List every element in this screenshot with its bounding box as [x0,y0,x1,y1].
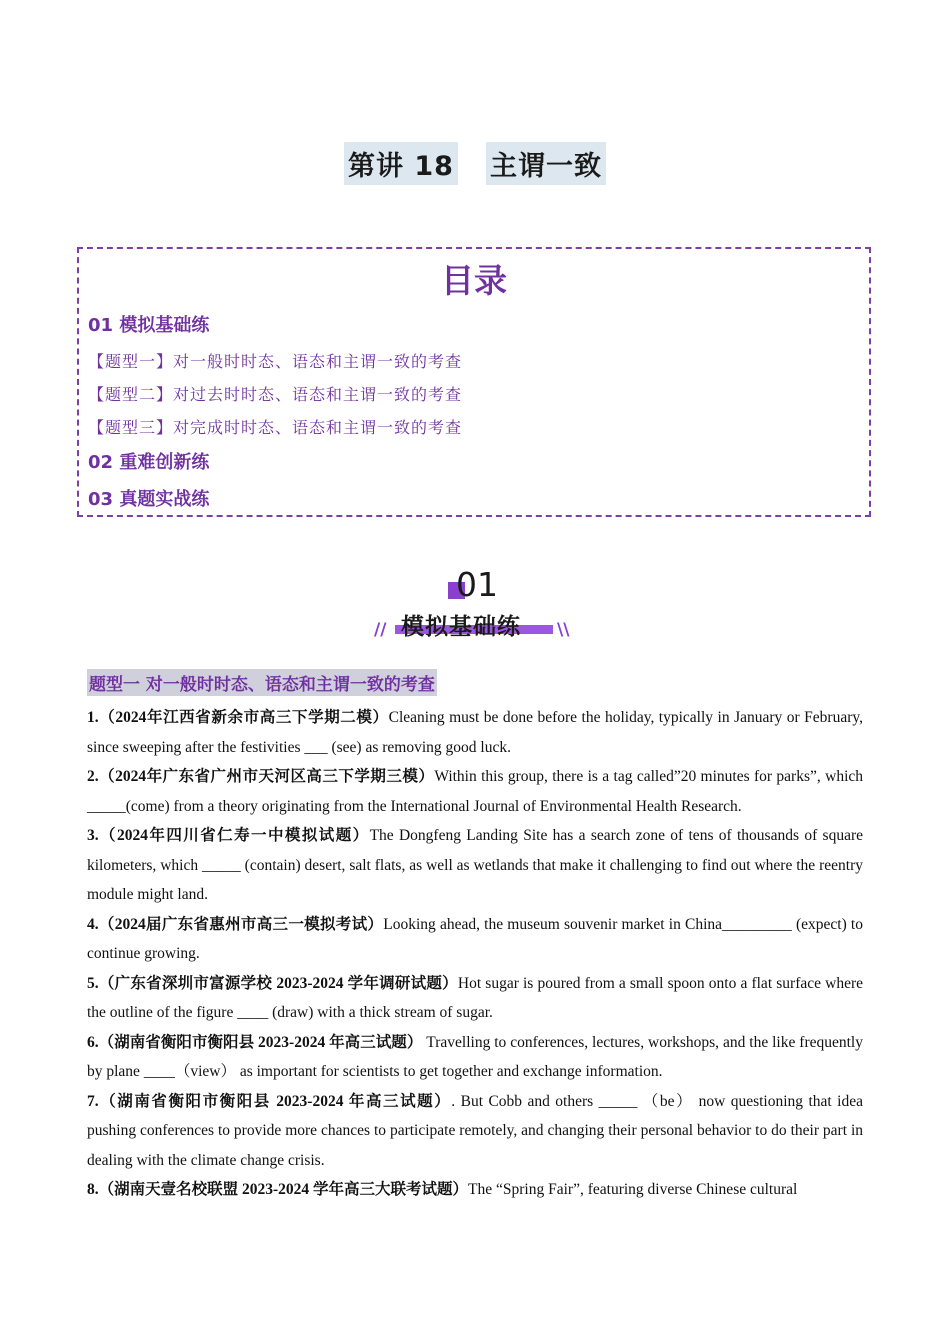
question-source: 8.（湖南天壹名校联盟 2023-2024 学年高三大联考试题） [87,1181,469,1198]
title-part-2: 主谓一致 [486,142,606,185]
question-text: Cleaning must be done before the holiday, typically in January or February, since sweeping after the festivities ___ (see) as removing good luck. [87,709,863,756]
question-5 [87,969,863,1028]
question-1 [87,703,863,762]
badge-number: 01 [456,565,498,604]
question-text: Looking ahead, the museum souvenir market in China_________ (expect) to continue growing. [87,915,863,962]
section-badge [370,565,580,645]
question-source: 5.（广东省深圳市富源学校 2023-2024 学年调研试题） [87,974,458,992]
question-7 [87,1087,863,1176]
toc-subitem-1[interactable]: 【题型一】对一般时时态、语态和主谓一致的考查 [88,352,463,371]
question-list [87,703,863,1205]
question-source: 1.（2024年江西省新余市高三下学期二模） [87,709,389,726]
table-of-contents [77,247,871,517]
question-2 [87,762,863,821]
toc-section-02[interactable]: 02 重难创新练 [88,452,210,473]
question-type-heading: 题型一 对一般时时态、语态和主谓一致的考查 [87,669,437,696]
badge-right-slashes: \\ [557,620,570,640]
toc-section-03[interactable]: 03 真题实战练 [88,489,210,510]
question-text: Travelling to conferences, lectures, workshops, and the like frequently by plane ____（view） as important for scientists to get together and exchange information. [87,1033,863,1080]
question-source: 3.（2024年四川省仁寿一中模拟试题） [87,827,370,844]
question-text: The Dongfeng Landing Site has a search zone of tens of thousands of square kilometers, which _____ (contain) desert, salt flats, as well as wetlands that make it challenging to find out where the reentry module might land. [87,827,863,903]
question-3 [87,821,863,910]
title-part-1: 第讲 18 [344,142,458,185]
question-text: Within this group, there is a tag called”20 minutes for parks”, which _____(come) from a theory originating from the International Journal of Environmental Health Research. [87,768,863,815]
question-source: 7.（湖南省衡阳市衡阳县 2023-2024 年高三试题） [87,1092,452,1110]
question-8 [87,1175,863,1205]
toc-subitem-2[interactable]: 【题型二】对过去时时态、语态和主谓一致的考查 [88,385,463,404]
question-4 [87,910,863,969]
question-source: 4.（2024届广东省惠州市高三一模拟考试） [87,915,384,933]
question-6 [87,1028,863,1087]
question-text: . But Cobb and others _____ （be） now questioning that idea pushing conferences to provide more chances to participate remotely, and changing their personal behavior to do their part in dealing with the climate change crisis. [87,1092,863,1169]
toc-heading: 目录 [441,261,507,300]
toc-section-01[interactable]: 01 模拟基础练 [88,315,210,336]
toc-subitem-3[interactable]: 【题型三】对完成时时态、语态和主谓一致的考查 [88,418,463,437]
question-text: Hot sugar is poured from a small spoon onto a flat surface where the outline of the figure ____ (draw) with a thick stream of sugar. [87,974,863,1021]
page-title [0,142,950,185]
question-source: 2.（2024年广东省广州市天河区高三下学期三模） [87,768,435,785]
question-text: The “Spring Fair”, featuring diverse Chinese cultural [468,1181,798,1198]
badge-label: 模拟基础练 [401,614,521,640]
badge-left-slashes: // [374,620,387,640]
question-source: 6.（湖南省衡阳市衡阳县 2023-2024 年高三试题） [87,1033,423,1051]
